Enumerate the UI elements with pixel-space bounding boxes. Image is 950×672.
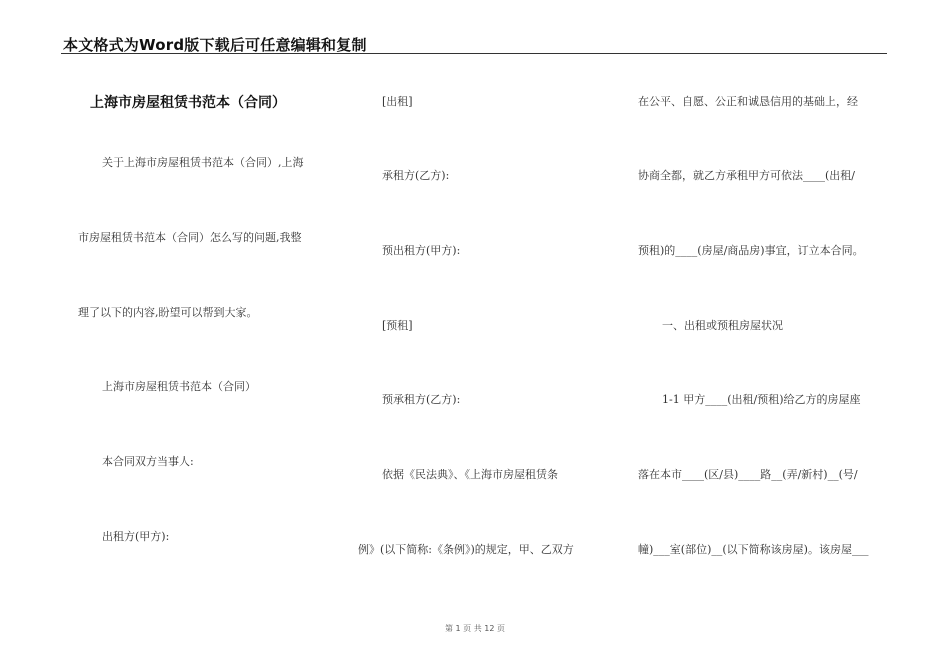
text-line: [预租] <box>382 319 413 332</box>
text-line: 1-1 甲方____(出租/预租)给乙方的房屋座 <box>662 393 861 406</box>
text-line: 协商全都，就乙方承租甲方可依法____(出租/ <box>638 169 855 182</box>
text-line: 落在本市____(区/县)____路__(弄/新村)__(号/ <box>638 468 858 481</box>
text-line: 承租方(乙方): <box>382 169 450 182</box>
text-line: 关于上海市房屋租赁书范本（合同）,上海 <box>102 156 304 169</box>
text-line: 例》(以下简称:《条例》)的规定，甲、乙双方 <box>358 543 574 556</box>
page-number-footer: 第 1 页 共 12 页 <box>445 624 505 633</box>
document-header-title: 本文格式为Word版下载后可任意编辑和复制 <box>63 36 367 54</box>
text-line: 一、出租或预租房屋状况 <box>662 319 783 332</box>
text-line: 出租方(甲方): <box>102 530 170 543</box>
text-line: 预出租方(甲方): <box>382 244 461 257</box>
text-line: 幢)___室(部位)__(以下简称该房屋)。该房屋___ <box>638 543 869 556</box>
text-line: 在公平、自愿、公正和诚恳信用的基础上，经 <box>638 95 858 108</box>
text-line: 预承租方(乙方): <box>382 393 461 406</box>
text-line: 本合同双方当事人: <box>102 455 194 468</box>
text-line: [出租] <box>382 95 413 108</box>
text-line: 市房屋租赁书范本（合同）怎么写的问题,我整 <box>78 231 302 244</box>
text-line: 依据《民法典》、《上海市房屋租赁条 <box>382 468 558 481</box>
text-line: 理了以下的内容,盼望可以帮到大家。 <box>78 306 258 319</box>
text-line: 上海市房屋租赁书范本（合同） <box>102 380 256 393</box>
text-line: 预租)的____(房屋/商品房)事宜，订立本合同。 <box>638 244 864 257</box>
document-title: 上海市房屋租赁书范本（合同） <box>90 95 286 111</box>
header-divider <box>61 53 887 54</box>
